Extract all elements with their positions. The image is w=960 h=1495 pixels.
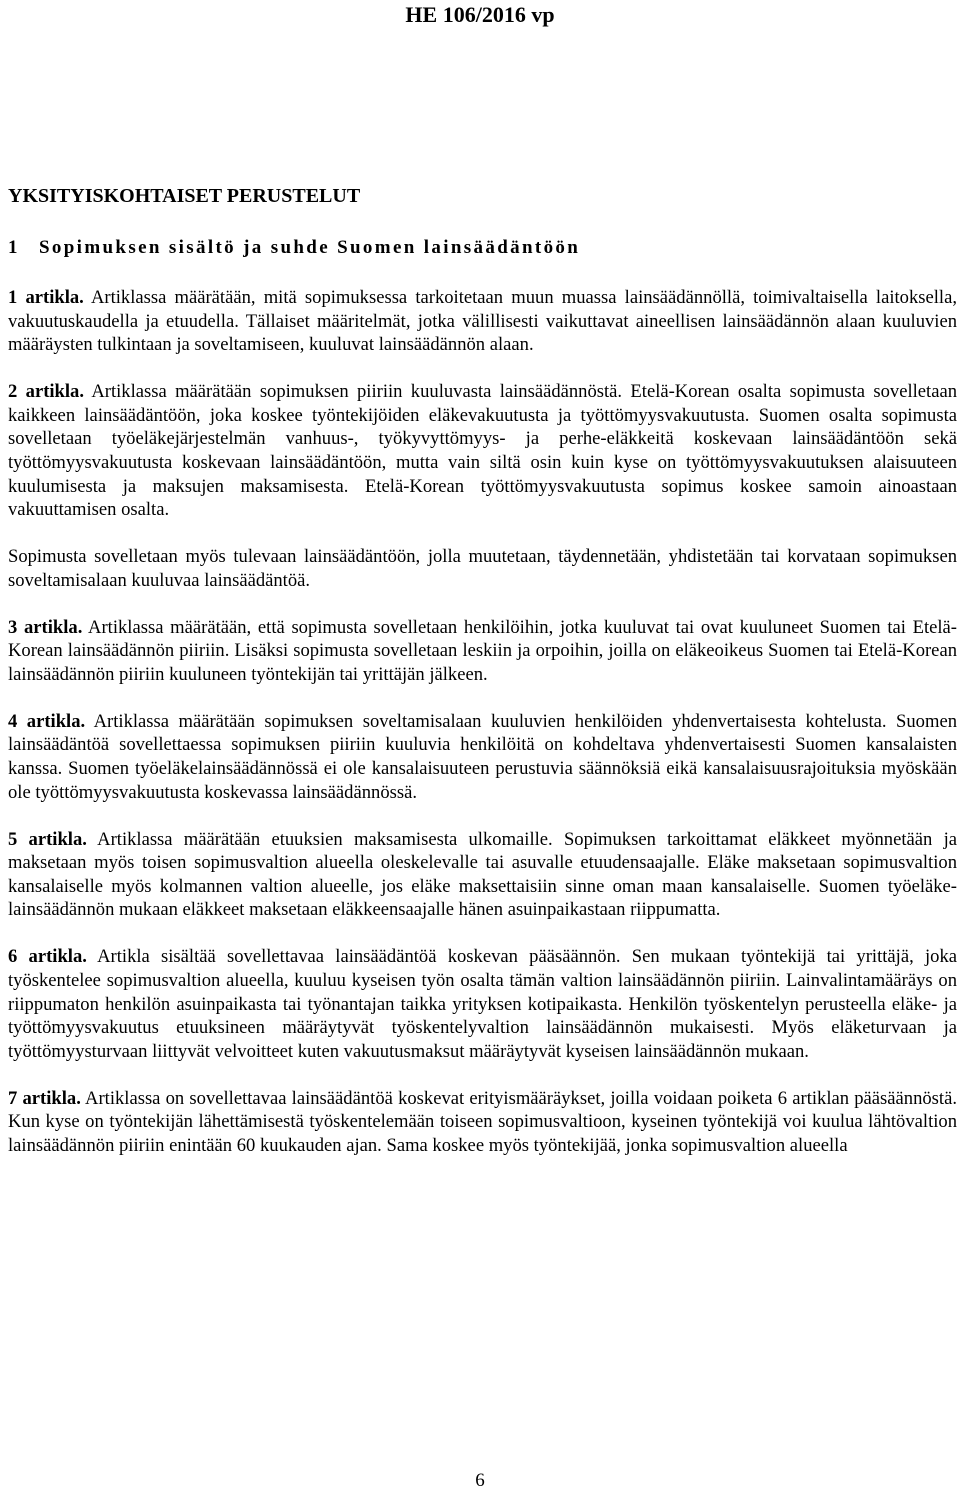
- article-label: 2 artikla.: [8, 381, 85, 403]
- article-paragraph-3: [8, 616, 957, 687]
- article-text: Sopimusta sovelletaan myös tulevaan lainsäädäntöön, jolla muutetaan, täydennetään, yhdistetään tai korvataan sopimuksen soveltamisalaan kuuluvaa lainsäädäntöä.: [8, 546, 957, 591]
- document-title: YKSITYISKOHTAISET PERUSTELUT: [8, 185, 361, 207]
- article-paragraph-5: [8, 828, 957, 922]
- article-text: Artiklassa määrätään sopimuksen soveltamisalaan kuuluvien henkilöiden yhdenvertaisesta kohtelusta. Suomen lainsäädäntöä sovellettaessa sopimuksen piiriin kuuluvia henkilöitä on kohdeltava yhdenvertaisesti Suomen kansalaisten kanssa. Suomen työeläkelainsäädännössä ei ole kansalaisuuteen perustuvia säännöksiä eikä kansalaisuusrajoituksia myöskään ole työttömyysvakuutusta koskevassa lainsäädännössä.: [8, 710, 957, 803]
- article-label: 1 artikla.: [8, 287, 84, 308]
- article-text: Artiklassa määrätään etuuksien maksamisesta ulkomaille. Sopimuksen tarkoittamat eläkkeet myönnetään ja maksetaan myös toisen sopimusvaltion alueella oleskelevalle tai asuvalle etuudensaajalle. Eläke maksetaan sopimusvaltion kansalaiselle myös kolmannen valtion alueelle, jos eläke maksettaisiin sinne oman maan kansalaiselle. Suomen työeläkelainsäädännön mukaan eläkkeet maksetaan eläkkeensaajalle hänen asuinpaikastaan riippumatta.: [8, 828, 957, 921]
- article-label: 5 artikla.: [8, 828, 87, 850]
- article-paragraph-4: [8, 710, 957, 804]
- page-number: 6: [475, 1470, 485, 1491]
- document-body: [8, 286, 957, 1181]
- article-label: 6 artikla.: [8, 946, 87, 968]
- article-text: Artiklassa määrätään, mitä sopimuksessa tarkoitetaan muun muassa lainsäädännöllä, toimivaltaisella laitoksella, vakuutuskaudella ja etuudella. Tällaiset määritelmät, jotka välillisesti vaikuttavat aineellisen lainsäädännön alaan kuuluvien määräysten tulkintaan ja soveltamiseen, kuuluvat lainsäädännön alaan.: [8, 287, 957, 356]
- section-title: Sopimuksen sisältö ja suhde Suomen lainsäädäntöön: [39, 237, 581, 258]
- article-label: 7 artikla.: [8, 1087, 81, 1109]
- article-label: 4 artikla.: [8, 710, 86, 732]
- article-text: Artikla sisältää sovellettavaa lainsäädäntöä koskevan pääsäännön. Sen mukaan työntekijä tai yrittäjä, joka työskentelee sopimusvaltion alueella, kuuluu kyseisen työn osalta tämän valtion lainsäädännön piiriin. Lainvalintamääräys on riippumaton henkilön asuinpaikasta tai työnantajan taikka yrityksen kotipaikasta. Henkilön työskentelyn perusteella eläke- ja työttömyysvakuutus etuuksineen määräytyvät työskentelyvaltion lainsäädännön mukaisesti. Myös eläketurvaan ja työttömyysturvaan liittyvät velvoitteet kuten vakuutusmaksut määräytyvät kyseisen lainsäädännön mukaan.: [8, 946, 957, 1062]
- article-paragraph-6: [8, 945, 957, 1063]
- article-paragraph-7: [8, 1087, 957, 1158]
- article-text: Artiklassa määrätään sopimuksen piiriin kuuluvasta lainsäädännöstä. Etelä-Korean osalta sopimusta sovelletaan kaikkeen lainsäädäntöön, joka koskee työntekijöiden eläkevakuutusta ja työttömyysvakuutusta. Suomen osalta sopimusta sovelletaan työeläkejärjestelmän vanhuus-, työkyvyttömyys- ja perhe-eläkkeitä koskevaan lainsäädäntöön sekä työttömyysvakuutusta koskevaan lainsäädäntöön, mutta vain siltä osin kuin kyse on työttömyysvakuutuksen alaisuuteen kuulumisesta ja maksujen maksamisesta. Etelä-Korean työttömyysvakuutusta sopimus koskee samoin ainoastaan vakuuttamisen osalta.: [8, 381, 957, 521]
- section-number: 1: [8, 237, 18, 258]
- page-header-doc-id: HE 106/2016 vp: [405, 2, 555, 27]
- article-text: Artiklassa määrätään, että sopimusta sovelletaan henkilöihin, jotka kuuluvat tai ovat kuuluneet Suomen tai Etelä-Korean lainsäädännön piiriin. Lisäksi sopimusta sovelletaan leskiin ja orpoihin, joilla on eläkeoikeus Suomen tai Etelä-Korean lainsäädännön piiriin kuuluneen työntekijän tai yrittäjän jälkeen.: [8, 616, 957, 685]
- article-paragraph-1: [8, 286, 957, 357]
- article-label: 3 artikla.: [8, 616, 83, 638]
- article-paragraph-2: [8, 380, 957, 522]
- section-heading: [8, 236, 580, 260]
- article-text: Artiklassa on sovellettavaa lainsäädäntöä koskevat erityismääräykset, joilla voidaan poiketa 6 artiklan pääsäännöstä. Kun kyse on työntekijän lähettämisestä työskentelemään toiseen sopimusvaltioon, kyseinen työntekijä voi kuulua lähtövaltion lainsäädännön piiriin enintään 60 kuukauden ajan. Sama koskee myös työntekijää, jonka sopimusvaltion alueella: [8, 1087, 957, 1156]
- article-paragraph-2-continued: [8, 545, 957, 592]
